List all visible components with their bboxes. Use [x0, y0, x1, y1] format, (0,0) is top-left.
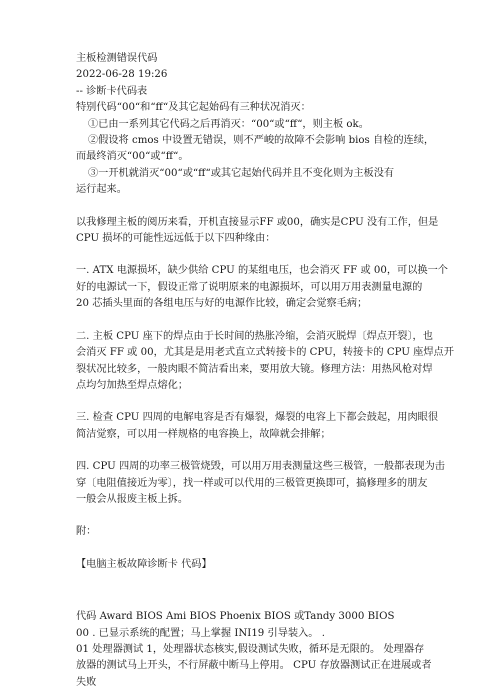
- intro-line: 特别代码“00“和“ff“及其它起始码有三种状况消灭：: [76, 102, 311, 114]
- paragraph-line: 裂状况比较多，一般肉眼不简洁看出来，要用放大镜。修理方法：用热风枪对焊: [76, 363, 433, 375]
- intro-line: 而最终消灭“00“或“ff“。: [76, 151, 189, 163]
- code-table-text: [76, 609, 432, 691]
- paragraph-line: CPU 损坏的可能性远远低于以下四种缘由：: [76, 233, 276, 245]
- paragraph-line: 以我修理主板的阅历来看，开机直接显示FF 或00，确实是CPU 没有工作，但是: [76, 216, 439, 228]
- repair-paragraph: [76, 215, 439, 248]
- paragraph-line: 一. ATX 电源损坏，缺少供给 CPU 的某组电压，也会消灭 FF 或 00，可以换一个: [76, 265, 448, 277]
- paragraph-line: 20 芯插头里面的各组电压与好的电源作比较，确定会觉察毛病；: [76, 298, 368, 310]
- document-title: 主板检测错误代码: [76, 53, 158, 64]
- code-line: 放器的测试马上开头，不行屏蔽中断马上停用。 CPU 存放器测试正在进展或者: [76, 660, 432, 672]
- spacer: [76, 247, 432, 263]
- cause-four-paragraph: [76, 459, 445, 508]
- spacer: [76, 573, 432, 593]
- diagnostic-card-heading: 【电脑主板故障诊断卡 代码】: [76, 558, 212, 570]
- paragraph-line: 会消灭 FF 或 00，尤其是是用老式直立式转接卡的 CPU，转接卡的 CPU 座焊点开: [76, 347, 454, 359]
- code-line: 失败: [76, 676, 97, 688]
- paragraph-line: 四. CPU 四周的功率三极管烧毁，可以用万用表测量这些三极管，一般都表现为击: [76, 461, 445, 473]
- intro-line: 运行起来。: [76, 184, 127, 196]
- paragraph-line: 点均匀加热至焊点熔化；: [76, 379, 189, 391]
- intro-line: ③一开机就消灭“00“或“ff“或其它起始代码并且不变化则为主板没有: [88, 167, 395, 179]
- cause-one-paragraph: [76, 263, 448, 312]
- spacer: [76, 443, 432, 459]
- appendix-label: 附：: [76, 526, 97, 538]
- spacer: [76, 394, 432, 410]
- code-line: 01 处理器测试 1，处理器状态核实,假设测试失败，循环是无限的。 处理器存: [76, 643, 425, 655]
- spacer: [76, 593, 432, 609]
- intro-line: ②假设将 cmos 中设置无错误，则不严峻的故障不会影响 bios 自检的连续，: [88, 135, 435, 147]
- section-heading: -- 诊断卡代码表: [76, 85, 148, 97]
- intro-line: ①已由一系列其它代码之后再消灭：“00“或“ff“，则主板 ok。: [88, 118, 369, 130]
- spacer: [76, 199, 432, 215]
- spacer: [76, 508, 432, 524]
- paragraph-line: 好的电源试一下，假设正常了说明原来的电源损坏，可以用万用表测量电源的: [76, 281, 423, 293]
- cause-two-paragraph: [76, 329, 454, 395]
- spacer: [76, 313, 432, 329]
- paragraph-line: 简洁觉察，可以用一样规格的电容换上，故障就会排解；: [76, 428, 331, 440]
- intro-paragraph: [76, 100, 435, 198]
- document-date: 2022-06-28 19:26: [76, 69, 168, 81]
- document-body: [76, 51, 454, 691]
- spacer: [76, 541, 432, 557]
- cause-three-paragraph: [76, 410, 439, 443]
- code-line: 00 . 已显示系统的配置；马上掌握 INI19 引导装入。 .: [76, 627, 325, 639]
- paragraph-line: 一般会从报废主板上拆。: [76, 493, 189, 505]
- paragraph-line: 二. 主板 CPU 座下的焊点由于长时间的热胀冷缩，会消灭脱焊〔焊点开裂〕，也: [76, 330, 433, 342]
- paragraph-line: 三. 检查 CPU 四周的电解电容是否有爆裂，爆裂的电容上下都会鼓起，用肉眼很: [76, 412, 439, 424]
- paragraph-line: 穿〔电阻值接近为零〕，找一样或可以代用的三极管更换即可，搞修理多的朋友: [76, 477, 428, 489]
- code-line: 代码 Award BIOS Ami BIOS Phoenix BIOS 或Tandy 3000 BIOS: [76, 611, 395, 623]
